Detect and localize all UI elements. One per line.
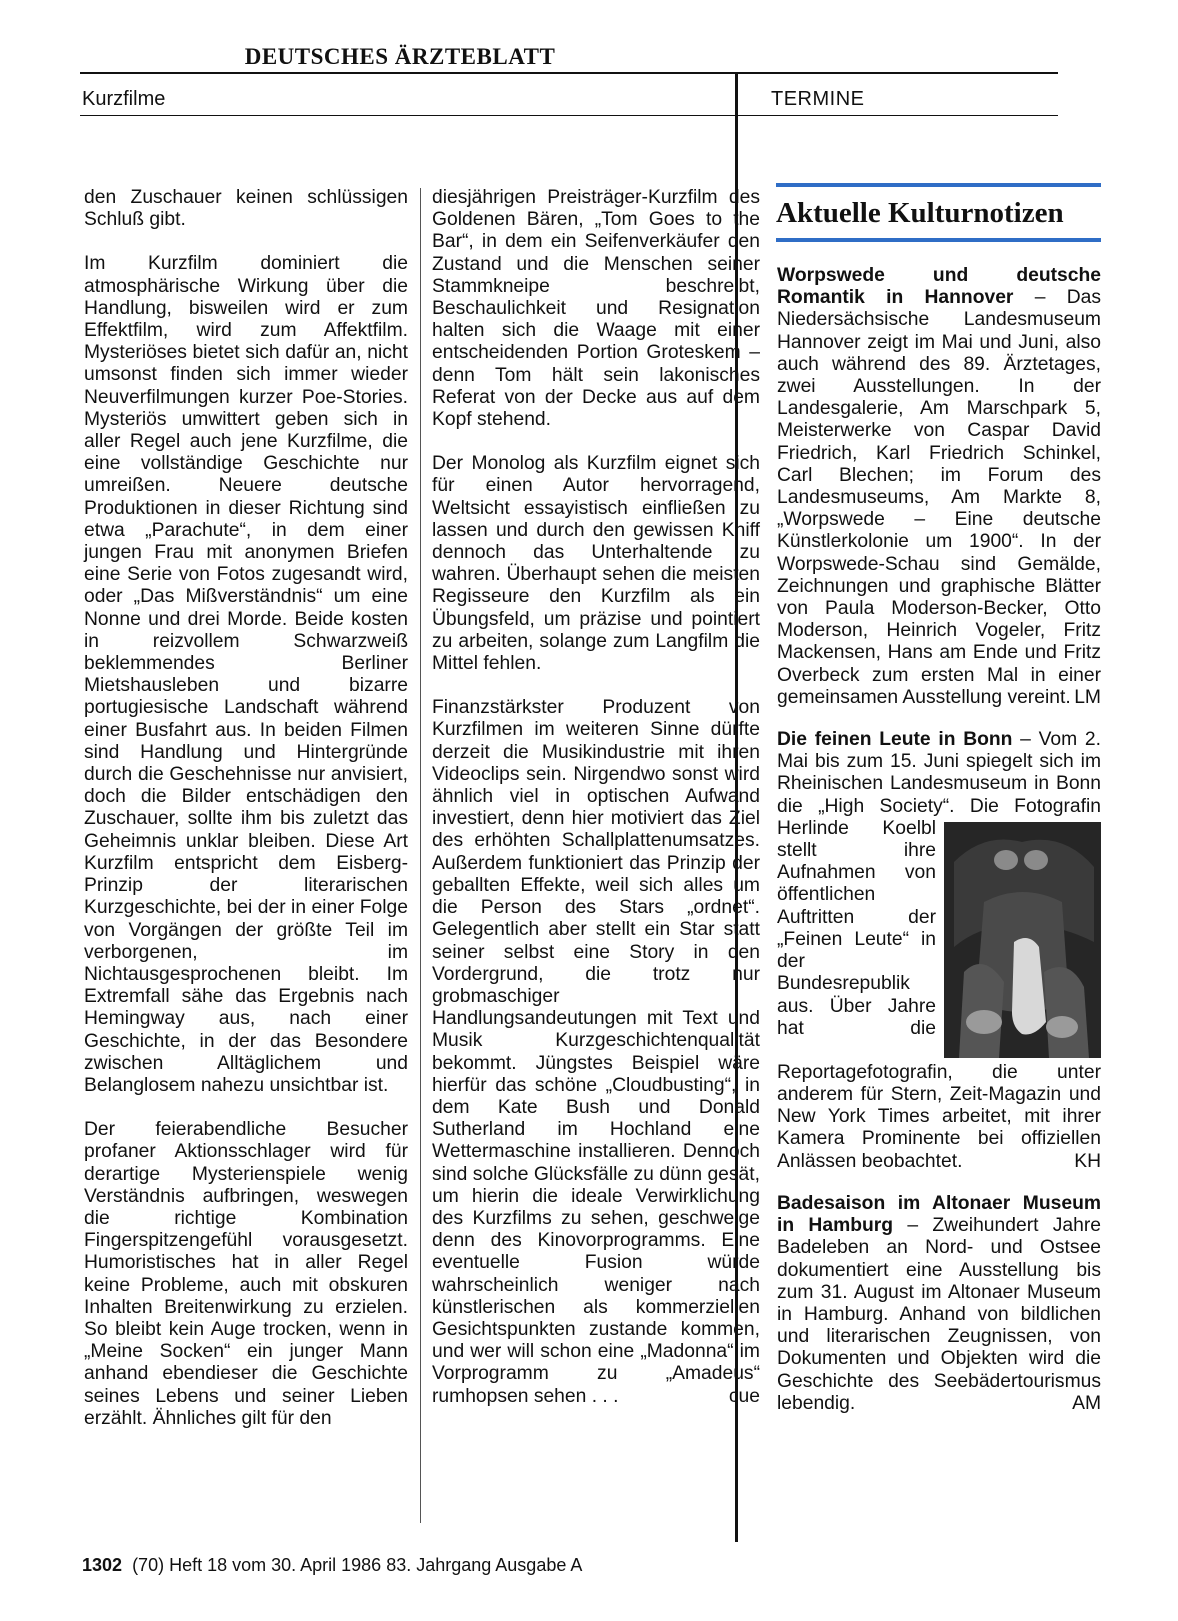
paragraph: Der Monolog als Kurzfilm eignet sich für einen Autor hervorragend, Weltsicht essayistisch einfließen zu lassen und durch den gewissen Kniff dennoch das Unterhaltende zu wahren. Überhaupt sehen die meisten Regisseure den Kurzfilm als ein Übungsfeld, um präzise und pointiert zu arbeiten, solange zum Langfilm die Mittel fehlen. — [432, 453, 760, 675]
notice-item — [777, 265, 1101, 709]
article-column-2 — [432, 187, 760, 1430]
notice-text: – Zweihundert Jahre Badeleben an Nord- und Ostsee dokumentiert eine Ausstellung bis zum 31. August im Altonaer Museum in Hamburg. Anhand von bildlichen und literarischen Zeugnissen, von Dokumenten und Objekten wird die Geschichte des Seebädertourismus lebendig. — [777, 1215, 1101, 1414]
paragraph-text: Finanzstärkster Produzent von Kurzfilmen im weiteren Sinne dürfte derzeit die Musikindustrie mit ihren Videoclips sein. Nirgendwo sonst wird ähnlich viel in optischen Aufwand investiert, denn hier motiviert das Ziel des erhöhten Schallplattenumsatzes. Außerdem funktioniert das Prinzip der geballten Effekte, weil sich alles um die Person des Stars „ordnet“. Gelegentlich aber stellt ein Star statt seiner selbst eine Story in den Vordergrund, die trotz nur grobmaschiger Handlungsandeutungen mit Text und Musik Kurzgeschichtenqualität bekommt. Jüngstes Beispiel wäre hierfür das schöne „Cloudbusting“, in dem Kate Bush und Donald Sutherland im Hochland eine Wettermaschine installieren. Dennoch sind solche Glücksfälle zu dünn gesät, um hierin die ideale Verwirklichung des Kurzfilms zu sehen, geschweige denn des Kinovorprogramms. Eine eventuelle Fusion würde wahrscheinlich weniger nach künstlerischen als kommerziellen Gesichtspunkten zustande kommen, und wer will schon eine „Madonna“ im Vorprogramm zu „Amadeus“ rumhopsen sehen . . . — [432, 697, 760, 1407]
notice-signature: AM — [1072, 1392, 1101, 1414]
section-label-left: Kurzfilme — [82, 88, 166, 110]
paragraph: Der feierabendliche Besucher profaner Aktionsschlager wird für derartige Mysterienspiele wenig Verständnis aufbringen, weswegen die richtige Kombination Fingerspitzengefühl vorausgesetzt. Humoristisches hat in aller Regel keine Probleme, auch mit obskuren Inhalten Breitenwirkung zu erzielen. So bleibt kein Auge trocken, wenn in „Meine Socken“ ein junger Mann anhand ebendieser die Geschichte seines Lebens und seiner Lieben erzählt. Ähnliches gilt für den — [84, 1119, 408, 1429]
portrait-photo — [944, 822, 1101, 1058]
article-column-1 — [84, 187, 408, 1452]
paragraph: Im Kurzfilm dominiert die atmosphärische Wirkung über die Handlung, bisweilen wird er zum Effektfilm, wird zum Affektfilm. Mysteriöses bietet sich dafür an, nicht umsonst finden sich immer wieder Neuverfilmungen kurzer Poe-Stories. Mysteriös umwittert geben sich in aller Regel auch jene Kurzfilme, die eine vollständige Geschichte nur umreißen. Neuere deutsche Produktionen in dieser Richtung sind etwa „Parachute“, in dem einer jungen Frau mit anonymen Briefen eine Serie von Fotos zugesandt wird, oder „Das Mißverständnis“ um eine Nonne und drei Morde. Beide kosten in reizvollem Schwarzweiß beklemmendes Berliner Mietshausleben und bizarre portugiesische Landschaft während einer Busfahrt aus. In beiden Filmen sind Handlung und Hintergründe durch die Geschehnisse nur anvisiert, doch die Bilder entschädigen den Zuschauer, sollte ihm bis zuletzt das Geheimnis unklar bleiben. Diese Art Kurzfilm entspricht dem Eisberg-Prinzip der literarischen Kurzgeschichte, bei der in einer Folge von Vorgängen der größte Teil im verborgenen, im Nichtausgesprochenen bleibt. Im Extremfall sähe das Ergebnis nach Hemingway aus, nach einer Geschichte, in der das Besondere zwischen Alltäglichem und Belanglosem nahezu unsichtbar ist. — [84, 253, 408, 1096]
notice-text-rest: stellt ihre Aufnahmen von öffentlichen Auftritten der „Feinen Leute“ in der Bundesrepublik aus. Über Jahre hat die Reportagefotografin, die unter anderem für Stern, Zeit-Magazin und New York Times arbeitet, mit ihrer Kamera Prominente bei offiziellen Anlässen beobachtet. — [777, 840, 1101, 1172]
header-top-rule — [80, 72, 1058, 74]
paragraph: den Zuschauer keinen schlüssigen Schluß gibt. — [84, 187, 408, 231]
kulturnotizen-column — [777, 265, 1101, 1435]
title-bar-bottom — [776, 238, 1101, 242]
page-number: 1302 — [82, 1555, 123, 1575]
section-label-right: TERMINE — [771, 88, 865, 110]
header-bottom-rule — [80, 115, 1058, 116]
page-footer — [82, 1555, 582, 1576]
kulturnotizen-title: Aktuelle Kulturnotizen — [776, 197, 1064, 229]
notice-signature: KH — [1074, 1150, 1101, 1172]
notice-signature: LM — [1074, 686, 1101, 708]
paragraph: diesjährigen Preisträger-Kurzfilm des Goldenen Bären, „Tom Goes to the Bar“, in dem ein Seifenverkäufer den Zustand und die Menschen seiner Stammkneipe beschreibt, Beschaulichkeit und Resignation halten sich die Waage mit einer entscheidenden Portion Groteskem – denn Tom hält sein lakonisches Referat von der Decke aus auf dem Kopf stehend. — [432, 187, 760, 431]
author-signature: cue — [728, 1385, 760, 1407]
issue-info: (70) Heft 18 vom 30. April 1986 83. Jahrgang Ausgabe A — [132, 1555, 583, 1575]
notice-headline: Worpswede und deutsche Romantik in Hannover — [777, 265, 1101, 309]
notice-text: – Das Niedersächsische Landesmuseum Hannover zeigt im Mai und Juni, also auch während des 89. Ärztetages, zwei Ausstellungen. In der Landesgalerie, Am Marschpark 5, Meisterwerke von Caspar David Friedrich, Karl Friedrich Schinkel, Carl Blechen; im Forum des Landesmuseums, Am Markte 8, „Worpswede – Eine deutsche Künstlerkolonie um 1900“. In der Worpswede-Schau sind Gemälde, Zeichnungen und graphische Blätter von Paula Moderson-Becker, Otto Moderson, Heinrich Vogeler, Fritz Mackensen, Hans am Ende und Fritz Overbeck zum ersten Mal in einer gemeinsamen Ausstellung vereint. — [777, 287, 1101, 708]
notice-item — [777, 729, 1101, 1173]
notice-headline: Badesaison im Altonaer Museum in Hamburg — [777, 1192, 1101, 1237]
notice-text-intro: – Vom 2. Mai bis zum 15. Juni spiegelt sich im Rheinischen Landesmuseum in Bonn die „High Society“. Die Fotografin Herlinde Koelbl — [777, 729, 1101, 839]
title-bar-top — [776, 183, 1101, 187]
notice-item — [777, 1193, 1101, 1415]
masthead: DEUTSCHES ÄRZTEBLATT — [244, 44, 556, 69]
notice-headline: Die feinen Leute in Bonn — [777, 729, 1013, 751]
column-divider-left — [420, 188, 421, 1523]
paragraph — [432, 697, 760, 1408]
